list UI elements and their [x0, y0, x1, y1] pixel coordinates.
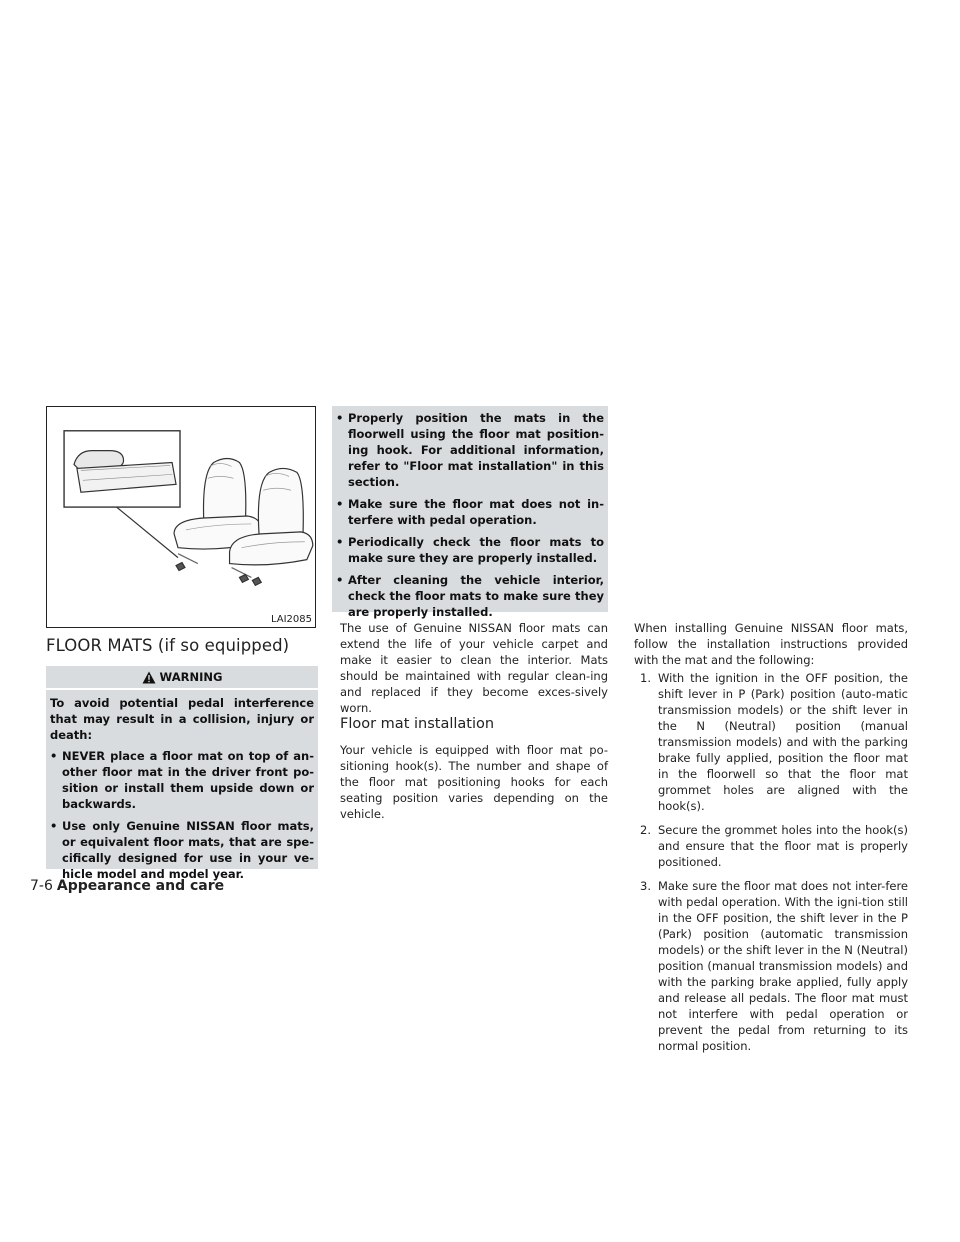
warning-item: • NEVER place a floor mat on top of an-other floor mat in the driver front po-sition or install them upside down or backwards. — [50, 748, 314, 812]
warning-item: • Properly position the mats in the floorwell using the floor mat position-ing hook. For additional information, refer to "Floor mat installation" in this section. — [336, 410, 604, 490]
install-column — [634, 620, 908, 1062]
step-item — [634, 822, 908, 870]
warning-header — [46, 666, 318, 688]
step-number: 1. — [640, 671, 651, 685]
step-number: 3. — [640, 879, 651, 893]
hooks-paragraph: Your vehicle is equipped with floor mat po-sitioning hook(s). The number and shape of the floor mat positioning hooks for each seating position varies depending on the vehicle. — [340, 743, 608, 821]
warning-item: • Make sure the floor mat does not in-terfere with pedal operation. — [336, 496, 604, 528]
step-text: Secure the grommet holes into the hook(s) and ensure that the floor mat is properly positioned. — [658, 823, 908, 869]
warning-heading: WARNING — [159, 670, 223, 684]
install-paragraph: When installing Genuine NISSAN floor mats, follow the installation instructions provided with the mat and the following: — [634, 621, 908, 667]
page-number: 7-6 — [30, 878, 53, 894]
chapter-title: Appearance and care — [56, 878, 225, 894]
subsection-title: Floor mat installation — [340, 716, 495, 732]
warning-item: • After cleaning the vehicle interior, check the floor mats to make sure they are properly installed. — [336, 572, 604, 620]
step-number: 2. — [640, 823, 651, 837]
use-paragraph: The use of Genuine NISSAN floor mats can extend the life of your vehicle carpet and make it easier to clean the interior. Mats should be maintained with regular clean-ing and replaced if they become exces-sively worn. — [340, 621, 608, 715]
section-title: FLOOR MATS (if so equipped) — [46, 636, 290, 655]
use-paragraph-block — [340, 620, 608, 716]
seats-and-hooks-drawing — [47, 407, 315, 627]
warning-intro: To avoid potential pedal interference that may result in a collision, injury or death: — [50, 696, 314, 742]
step-text: Make sure the floor mat does not inter-fere with pedal operation. With the igni-tion still in the OFF position, the shift lever in the P (Park) position (automatic transmission models) or the shift lever in the N (Neutral) position (manual transmission models) and with the parking brake applied, fully apply and release all pedals. The floor mat must not interfere with pedal operation or prevent the pedal from returning to its normal position. — [658, 879, 908, 1053]
warning-item: • Periodically check the floor mats to make sure they are properly installed. — [336, 534, 604, 566]
step-item — [634, 670, 908, 814]
warning-box-part1 — [46, 690, 318, 881]
hooks-paragraph-block — [340, 742, 608, 822]
step-item — [634, 878, 908, 1054]
figure-label: LAI2085 — [270, 614, 312, 625]
page-footer — [30, 878, 224, 894]
warning-item: • Use only Genuine NISSAN floor mats, or equivalent floor mats, that are spe-cifically designed for use in your ve-hicle model and model year. — [50, 818, 314, 882]
warning-box-part2 — [332, 406, 608, 619]
warning-triangle-icon — [142, 671, 156, 684]
step-text: With the ignition in the OFF position, the shift lever in P (Park) position (auto-matic transmission models) or the shift lever in the N (Neutral) position (manual transmission models) and with the parking brake fully applied, position the floor mat in the floorwell so that the floor mat grommet holes are aligned with the hook(s). — [658, 671, 908, 813]
seat-hook-illustration — [46, 406, 316, 628]
